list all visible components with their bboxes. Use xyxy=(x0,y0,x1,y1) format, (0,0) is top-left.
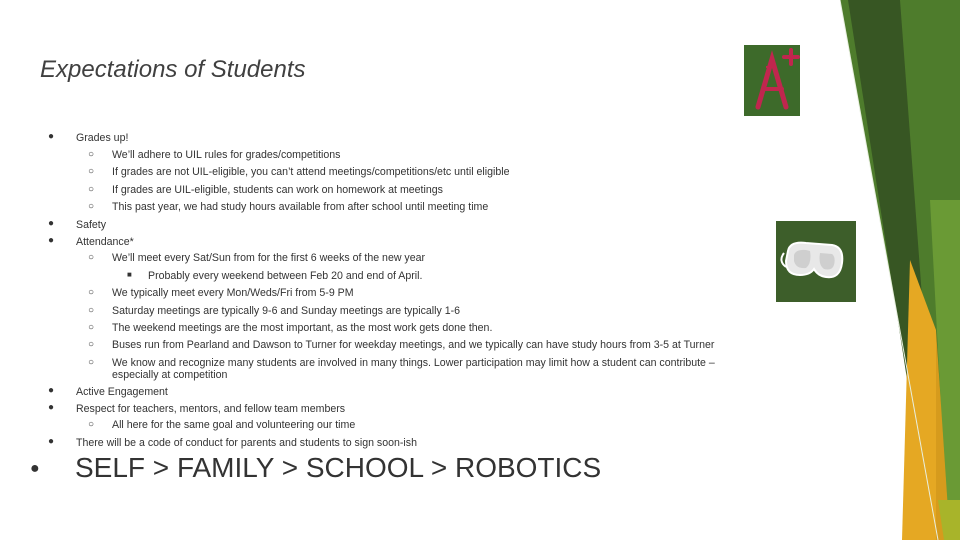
list-item: Respect for teachers, mentors, and fellow team members xyxy=(76,403,346,415)
list-item: Probably every weekend between Feb 20 and end of April. xyxy=(148,270,423,282)
bullet-circle: ○ xyxy=(88,252,95,263)
motto: SELF > FAMILY > SCHOOL > ROBOTICS xyxy=(75,452,602,483)
list-item: Saturday meetings are typically 9-6 and Sunday meetings are typically 1-6 xyxy=(112,305,461,317)
bullet-dot: ● xyxy=(48,402,55,413)
list-item: Active Engagement xyxy=(76,386,168,398)
bullet-dot: ● xyxy=(48,218,55,229)
bullet-circle: ○ xyxy=(88,201,95,212)
bullet-circle: ○ xyxy=(88,184,95,195)
bullet-circle: ○ xyxy=(88,357,95,368)
list-item: Safety xyxy=(76,219,107,231)
list-item: The weekend meetings are the most important, as the most work gets done then. xyxy=(112,322,493,334)
bullet-dot: ● xyxy=(48,235,55,246)
bullet-dot: ● xyxy=(48,385,55,396)
a-plus-grade-image xyxy=(744,45,800,116)
list-item: We know and recognize many students are involved in many things. Lower participation may limit how a student can contribute – xyxy=(112,357,715,369)
bullet-circle: ○ xyxy=(88,322,95,333)
a-plus-grade-icon xyxy=(744,45,800,116)
bullet-dot: ● xyxy=(30,460,40,477)
list-item: This past year, we had study hours available from after school until meeting time xyxy=(112,201,489,213)
bullet-circle: ○ xyxy=(88,287,95,298)
list-item: We’ll adhere to UIL rules for grades/competitions xyxy=(112,149,341,161)
bullet-circle: ○ xyxy=(88,166,95,177)
list-item: Grades up! xyxy=(76,132,129,144)
bullet-dot: ● xyxy=(48,131,55,142)
bullet-circle: ○ xyxy=(88,419,95,430)
list-item-continuation: especially at competition xyxy=(112,369,228,381)
list-item: If grades are UIL-eligible, students can work on homework at meetings xyxy=(112,184,443,196)
list-item: Attendance* xyxy=(76,236,134,248)
list-item: If grades are not UIL-eligible, you can’t attend meetings/competitions/etc until eligible xyxy=(112,166,510,178)
list-item: We typically meet every Mon/Weds/Fri from 5-9 PM xyxy=(112,287,354,299)
bullet-circle: ○ xyxy=(88,305,95,316)
bullet-square: ■ xyxy=(127,270,132,279)
list-item: All here for the same goal and volunteering our time xyxy=(112,419,356,431)
list-item: There will be a code of conduct for parents and students to sign soon-ish xyxy=(76,437,417,449)
slide-title: Expectations of Students xyxy=(40,56,306,83)
list-item: We’ll meet every Sat/Sun from for the first 6 weeks of the new year xyxy=(112,252,426,264)
bullet-dot: ● xyxy=(48,436,55,447)
decorative-side-shapes xyxy=(840,0,960,540)
list-item: Buses run from Pearland and Dawson to Turner for weekday meetings, and we typically can have study hours from 3-5 at Turner xyxy=(112,339,715,351)
bullet-circle: ○ xyxy=(88,149,95,160)
bullet-circle: ○ xyxy=(88,339,95,350)
